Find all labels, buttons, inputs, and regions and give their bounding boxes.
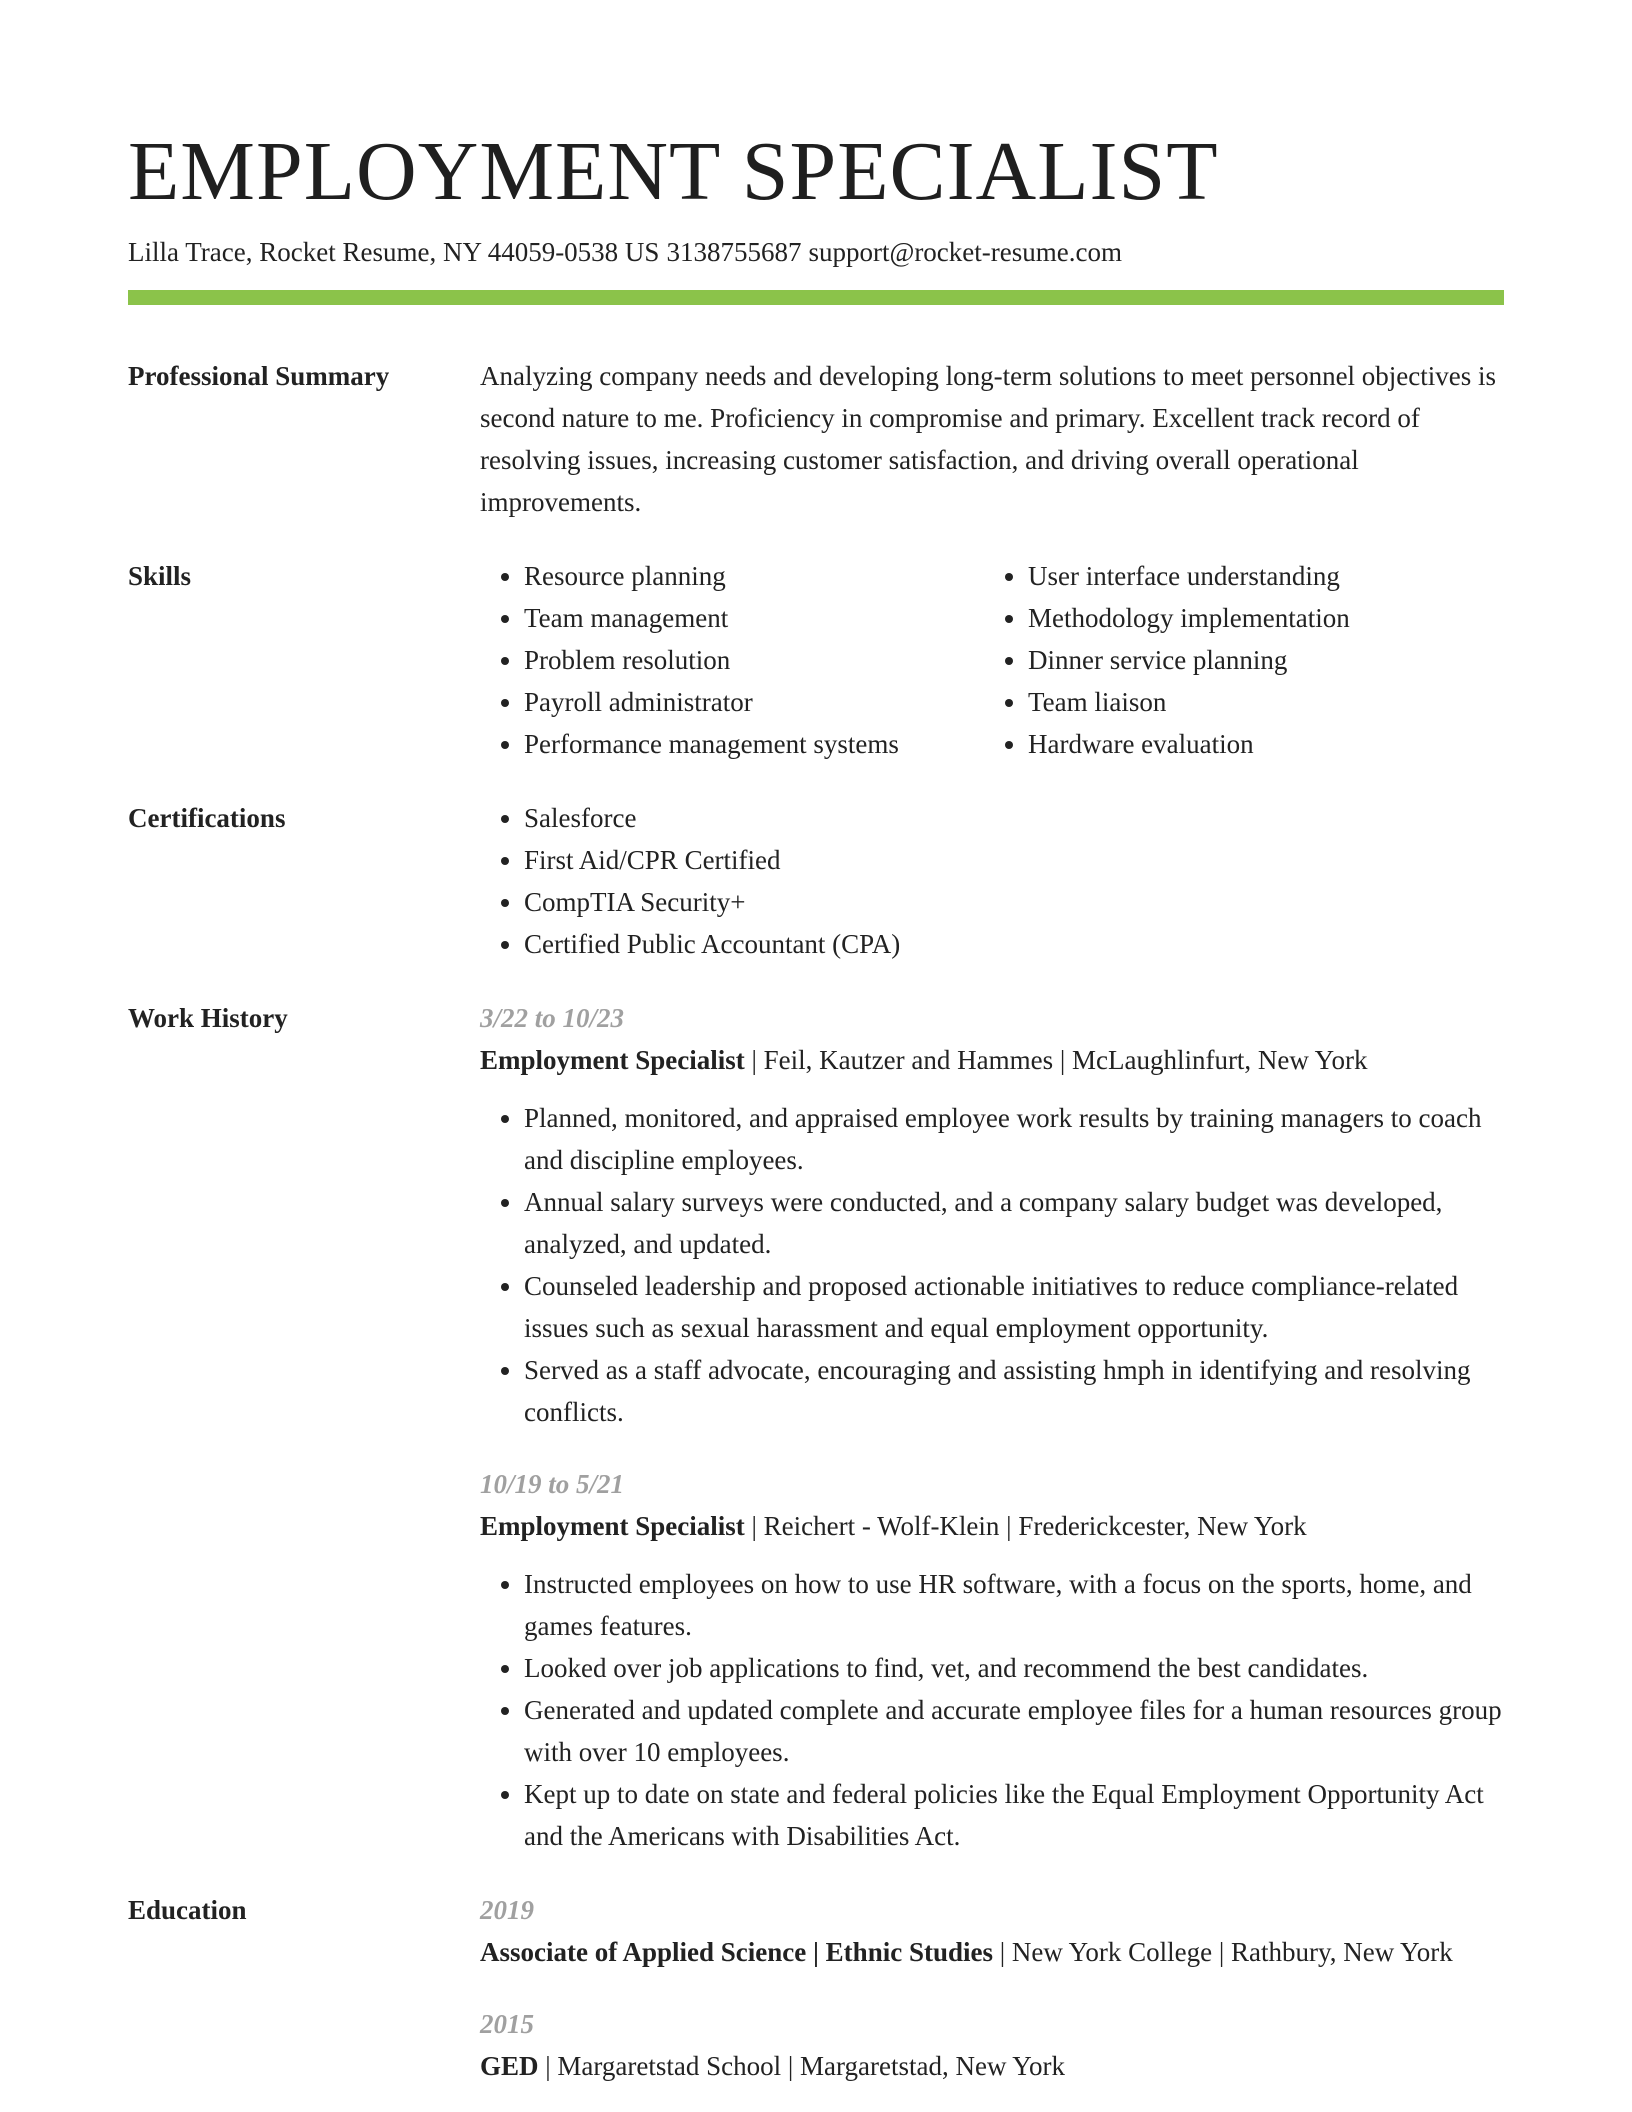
job-heading	[480, 1505, 1504, 1547]
skills-list-right	[984, 555, 1548, 765]
section-label-work-history: Work History	[128, 1003, 288, 1033]
education-date: 2015	[480, 2009, 534, 2039]
section-skills	[128, 555, 1504, 765]
skill-item: • Performance management systems	[524, 723, 984, 765]
education-entry	[480, 2003, 1504, 2087]
job-bullet: • Annual salary surveys were conducted, and a company salary budget was developed, analyzed, and updated.	[524, 1181, 1504, 1265]
contact-line	[128, 234, 1504, 270]
skill-item: • Hardware evaluation	[1028, 723, 1548, 765]
job-details: | Feil, Kautzer and Hammes | McLaughlinfurt, New York	[744, 1045, 1368, 1075]
section-education	[128, 1889, 1504, 2087]
skills-list-left	[480, 555, 984, 765]
contact-phone: 3138755687	[666, 237, 802, 267]
section-certifications	[128, 797, 1504, 965]
education-degree: Associate of Applied Science | Ethnic Studies	[480, 1937, 993, 1967]
skill-item: • Team management	[524, 597, 984, 639]
section-label-certifications: Certifications	[128, 803, 286, 833]
certification-item: • Salesforce	[524, 797, 1504, 839]
job-bullet: • Generated and updated complete and accurate employee files for a human resources group with over 10 employees.	[524, 1689, 1504, 1773]
education-degree: GED	[480, 2051, 539, 2081]
job-bullet: • Counseled leadership and proposed actionable initiatives to reduce compliance-related issues such as sexual harassment and equal employment opportunity.	[524, 1265, 1504, 1349]
job-entry	[480, 997, 1504, 1433]
job-entry	[480, 1463, 1504, 1857]
header-divider	[128, 290, 1504, 305]
job-date: 10/19 to 5/21	[480, 1469, 625, 1499]
job-bullets	[480, 1097, 1504, 1433]
job-heading	[480, 1039, 1504, 1081]
education-details: | New York College | Rathbury, New York	[992, 1937, 1453, 1967]
section-label-education: Education	[128, 1895, 247, 1925]
certifications-list	[480, 797, 1504, 965]
job-title: Employment Specialist	[480, 1511, 745, 1541]
section-label-summary: Professional Summary	[128, 361, 390, 391]
section-professional-summary	[128, 355, 1504, 523]
section-work-history	[128, 997, 1504, 1857]
education-entry	[480, 1889, 1504, 1973]
skill-item: • Payroll administrator	[524, 681, 984, 723]
contact-name-location: Lilla Trace, Rocket Resume, NY 44059-0538 US	[128, 237, 660, 267]
job-bullet: • Kept up to date on state and federal policies like the Equal Employment Opportunity Act and the Americans with Disabilities Act.	[524, 1773, 1504, 1857]
skill-item: • Dinner service planning	[1028, 639, 1548, 681]
summary-text: Analyzing company needs and developing long-term solutions to meet personnel objectives is second nature to me. Proficiency in compromise and primary. Excellent track record of resolving issues, increasing customer satisfaction, and driving overall operational improvements.	[480, 361, 1497, 517]
job-bullet: • Instructed employees on how to use HR software, with a focus on the sports, home, and games features.	[524, 1563, 1504, 1647]
education-heading	[480, 1931, 1504, 1973]
job-title: Employment Specialist	[480, 1045, 745, 1075]
resume-title: EMPLOYMENT SPECIALIST	[128, 125, 1219, 218]
skill-item: • Team liaison	[1028, 681, 1548, 723]
education-heading	[480, 2045, 1504, 2087]
skill-item: • User interface understanding	[1028, 555, 1548, 597]
skill-item: • Problem resolution	[524, 639, 984, 681]
skill-item: • Resource planning	[524, 555, 984, 597]
job-bullets	[480, 1563, 1504, 1857]
contact-email: support@rocket-resume.com	[808, 237, 1122, 267]
resume-page	[128, 0, 1504, 2087]
education-details: | Margaretstad School | Margaretstad, New York	[538, 2051, 1065, 2081]
job-bullet: • Planned, monitored, and appraised employee work results by training managers to coach and discipline employees.	[524, 1097, 1504, 1181]
skills-columns	[480, 555, 1548, 765]
job-details: | Reichert - Wolf-Klein | Frederickcester, New York	[744, 1511, 1307, 1541]
certification-item: • First Aid/CPR Certified	[524, 839, 1504, 881]
job-date: 3/22 to 10/23	[480, 1003, 625, 1033]
job-bullet: • Looked over job applications to find, vet, and recommend the best candidates.	[524, 1647, 1504, 1689]
section-label-skills: Skills	[128, 561, 192, 591]
job-bullet: • Served as a staff advocate, encouraging and assisting hmph in identifying and resolving conflicts.	[524, 1349, 1504, 1433]
skill-item: • Methodology implementation	[1028, 597, 1548, 639]
certification-item: • Certified Public Accountant (CPA)	[524, 923, 1504, 965]
certification-item: • CompTIA Security+	[524, 881, 1504, 923]
education-date: 2019	[480, 1895, 534, 1925]
